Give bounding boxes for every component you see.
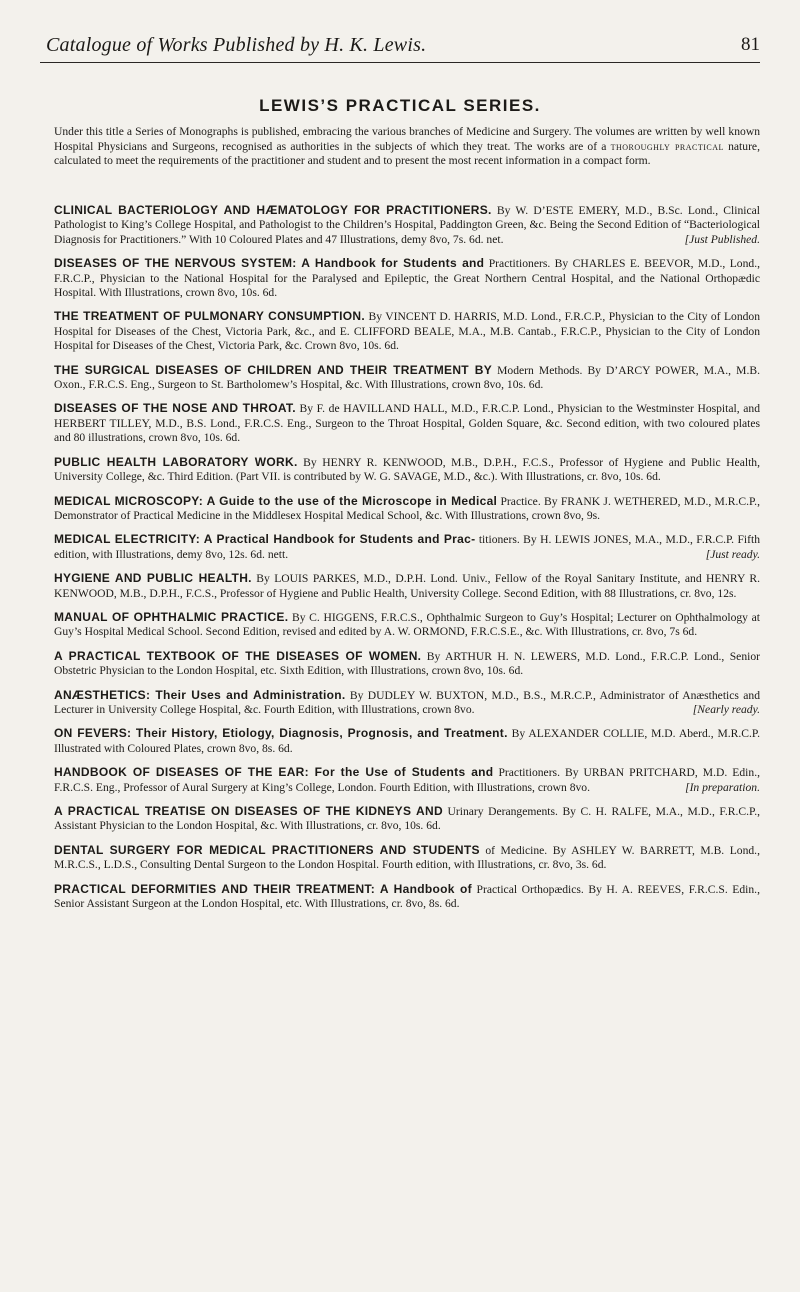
book-title: HYGIENE AND PUBLIC HEALTH. (54, 571, 252, 586)
book-description: By W. D’ESTE EMERY, M.D., B.Sc. Lond., Clinical Pathologist to King’s College Hospital, and Pathologist to the Children’s Hospital, Paddington Green, &c. Being the Second Edition of “Bacteriological Diagnosis for Practitioners.” With 10 Coloured Plates and 47 Illustrations, demy 8vo, 7s. 6d. net. (54, 204, 760, 246)
intro-emphasis: thoroughly practical (610, 139, 724, 153)
book-entry (54, 804, 760, 834)
book-entry (54, 401, 760, 445)
book-entry (54, 882, 760, 912)
book-description: By C. HIGGENS, F.R.C.S., Ophthalmic Surgeon to Guy’s Hospital; Lecturer on Ophthalmology at Guy’s Hospital Medical School. Second Edition, revised and edited by A. W. ORMOND, F.R.C.S.E., &c. With Illustrations, cr. 8vo, 7s 6d. (54, 610, 760, 639)
book-description: By HENRY R. KENWOOD, M.B., D.P.H., F.C.S., Professor of Hygiene and Public Health, University College, &c. Third Edition. (Part VII. is contributed by W. G. SAVAGE, M.D., &c.). With Illustrations, cr. 8vo, 10s. 6d. (54, 455, 760, 484)
book-entry (54, 363, 760, 393)
book-description: of Medicine. By ASHLEY W. BARRETT, M.B. Lond., M.R.C.S., L.D.S., Consulting Dental Surgeon to the London Hospital. Fourth edition, with Illustrations, cr. 8vo, 3s. 6d. (54, 843, 760, 872)
book-title: MEDICAL ELECTRICITY: A Practical Handbook for Students and Prac- (54, 532, 476, 547)
book-entry (54, 494, 760, 524)
series-title: LEWIS’S PRACTICAL SERIES. (259, 96, 541, 115)
book-description: Practitioners. By CHARLES E. BEEVOR, M.D., Lond., F.R.C.P., Physician to the National Hospital for the Paralysed and Epileptic, the Great Northern Central Hospital, and the National Orthopædic Hospital. With Illustrations, crown 8vo, 10s. 6d. (54, 257, 760, 300)
book-title: A PRACTICAL TEXTBOOK OF THE DISEASES OF WOMEN. (54, 648, 422, 663)
publication-status: [Nearly ready. (692, 702, 760, 716)
book-entry (54, 649, 760, 679)
book-description: By DUDLEY W. BUXTON, M.D., B.S., M.R.C.P., Administrator of Anæsthetics and Lecturer in University College Hospital, &c. Fourth Edition, with Illustrations, crown 8vo. (54, 688, 760, 716)
book-title: DISEASES OF THE NOSE AND THROAT. (54, 401, 296, 416)
book-list (54, 203, 760, 920)
intro-text-1: Under this title a Series of Monographs is published, embracing the various branches of Medicine and Surgery. The volumes are written by well known Hospital Physicians and Surgeons, recognised as authorities in the subjects of which they treat. The works are of a (54, 125, 760, 153)
book-entry (54, 309, 760, 353)
book-title: CLINICAL BACTERIOLOGY AND HÆMATOLOGY FOR PRACTITIONERS. (54, 203, 492, 217)
book-title: PRACTICAL DEFORMITIES AND THEIR TREATMENT: A Handbook of (54, 881, 472, 896)
book-entry (54, 688, 760, 718)
book-title: THE TREATMENT OF PULMONARY CONSUMPTION. (54, 309, 366, 324)
book-entry (54, 532, 760, 562)
book-description: Modern Methods. By D’ARCY POWER, M.A., M.B. Oxon., F.R.C.S. Eng., Surgeon to St. Bartholomew’s Hospital, &c. With Illustrations, crown 8vo, 10s. 6d. (54, 363, 760, 392)
book-title: HANDBOOK OF DISEASES OF THE EAR: For the Use of Students and (54, 765, 494, 780)
publication-status: [In preparation. (685, 780, 760, 794)
running-title: Catalogue of Works Published by H. K. Lewis. (46, 34, 427, 56)
book-title: ON FEVERS: Their History, Etiology, Diagnosis, Prognosis, and Treatment. (54, 726, 508, 741)
book-description: Practitioners. By URBAN PRITCHARD, M.D. Edin., F.R.C.S. Eng., Professor of Aural Surgery at King’s College, London. Fourth Edition, with Illustrations, crown 8vo. (54, 766, 760, 794)
book-description: By F. de HAVILLAND HALL, M.D., F.R.C.P. Lond., Physician to the Westminster Hospital, and HERBERT TILLEY, M.D., B.S. Lond., F.R.C.S. Eng., Surgeon to the Throat Hospital, Golden Square, &c. Second edition, with two coloured plates and 80 illustrations, crown 8vo, 10s. 6d. (54, 402, 760, 445)
series-intro (54, 125, 760, 169)
running-head (46, 34, 760, 56)
book-description: By LOUIS PARKES, M.D., D.P.H. Lond. Univ., Fellow of the Royal Sanitary Institute, and HENRY R. KENWOOD, M.B., D.P.H., F.C.S., Professor of Hygiene and Public Health, University College. Second Edition, with 88 Illustrations, cr. 8vo, 12s. (54, 572, 761, 600)
book-title: MEDICAL MICROSCOPY: A Guide to the use of the Microscope in Medical (54, 493, 498, 508)
book-entry (54, 203, 760, 247)
book-entry (54, 610, 760, 640)
book-entry (54, 256, 760, 300)
book-description: By ALEXANDER COLLIE, M.D. Aberd., M.R.C.P. Illustrated with Coloured Plates, crown 8vo, 8s. 6d. (54, 727, 760, 755)
publication-status: [Just Published. (684, 232, 760, 246)
book-description: By ARTHUR H. N. LEWERS, M.D. Lond., F.R.C.P. Lond., Senior Obstetric Physician to the London Hospital, etc. Sixth Edition, with Illustrations, crown 8vo, 10s. 6d. (54, 649, 760, 678)
book-description: titioners. By H. LEWIS JONES, M.A., M.D., F.R.C.P. Fifth edition, with Illustrations, demy 8vo, 12s. 6d. nett. (54, 533, 761, 561)
page-number: 81 (741, 34, 760, 55)
book-title: DENTAL SURGERY FOR MEDICAL PRACTITIONERS AND STUDENTS (54, 842, 480, 857)
book-description: Practical Orthopædics. By H. A. REEVES, F.R.C.S. Edin., Senior Assistant Surgeon at the London Hospital, etc. With Illustrations, cr. 8vo, 8s. 6d. (54, 882, 760, 911)
book-description: Urinary Derangements. By C. H. RALFE, M.A., M.D., F.R.C.P., Assistant Physician to the London Hospital, &c. With Illustrations, cr. 8vo, 10s. 6d. (54, 805, 761, 833)
book-title: DISEASES OF THE NERVOUS SYSTEM: A Handbook for Students and (54, 256, 485, 271)
book-title: A PRACTICAL TREATISE ON DISEASES OF THE KIDNEYS AND (54, 804, 443, 818)
book-entry (54, 455, 760, 485)
book-title: ANÆSTHETICS: Their Uses and Administration. (54, 687, 346, 702)
intro-text-2: nature, calculated to meet the requirements of the practitioner and student and to present the most recent information in a compact form. (54, 139, 760, 167)
publication-status: [Just ready. (705, 547, 760, 561)
book-entry (54, 765, 760, 795)
header-rule (40, 62, 760, 63)
book-description: By VINCENT D. HARRIS, M.D. Lond., F.R.C.P., Physician to the City of London Hospital for Diseases of the Chest, Victoria Park, &c., and E. CLIFFORD BEALE, M.A., M.B. Cantab., F.R.C.P., Physician to the City of London Hospital for Diseases of the Chest, Victoria Park, &c. Crown 8vo, 10s. 6d. (54, 310, 761, 353)
book-title: THE SURGICAL DISEASES OF CHILDREN AND THEIR TREATMENT BY (54, 362, 493, 377)
book-entry (54, 726, 760, 756)
book-entry (54, 571, 760, 601)
book-title: PUBLIC HEALTH LABORATORY WORK. (54, 454, 298, 469)
book-title: MANUAL OF OPHTHALMIC PRACTICE. (54, 609, 289, 624)
book-description: Practice. By FRANK J. WETHERED, M.D., M.R.C.P., Demonstrator of Practical Medicine in the Middlesex Hospital Medical School, &c. With Illustrations, crown 8vo, 9s. (54, 494, 760, 522)
book-entry (54, 843, 760, 873)
